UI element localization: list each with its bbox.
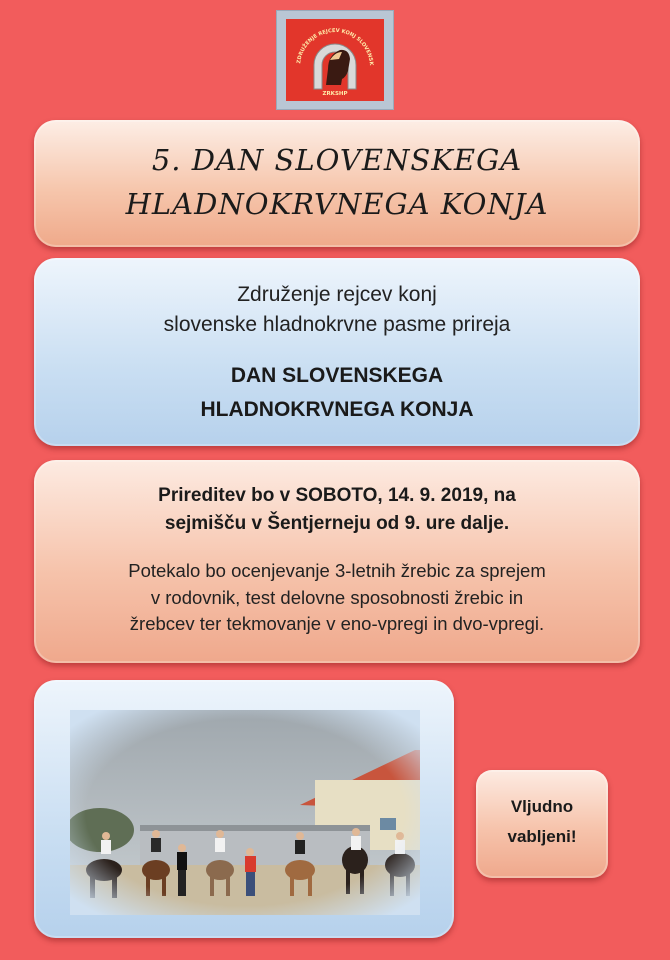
organizer-line-1: Združenje rejcev konj [237, 283, 437, 306]
photo-panel [34, 680, 454, 938]
title-line-1: 5. DAN SLOVENSKEGA [151, 143, 523, 177]
title-line-2: HLADNOKRVNEGA KONJA [125, 187, 549, 221]
horseshoe-horse-icon [286, 19, 384, 101]
association-logo [286, 19, 384, 101]
organizer-bold-line-2: HLADNOKRVNEGA KONJA [200, 398, 474, 421]
event-desc-line-2: v rodovnik, test delovne sposobnosti žrebic in [150, 586, 524, 608]
invite-line-2: vabljeni! [507, 827, 577, 846]
event-desc-line-3: žrebcev ter tekmovanje v eno-vpregi in dvo-vpregi. [129, 613, 545, 634]
event-location-line: sejmišču v Šentjerneju od 9. ure dalje. [164, 513, 510, 534]
organizer-panel [34, 258, 640, 446]
event-photo [70, 710, 420, 915]
logo-frame [276, 10, 394, 110]
event-date-line: Prireditev bo v SOBOTO, 14. 9. 2019, na [158, 485, 516, 506]
title-panel [34, 120, 640, 247]
invite-panel [476, 770, 608, 878]
horses-photo-illustration [70, 710, 420, 915]
organizer-bold-line-1: DAN SLOVENSKEGA [230, 364, 444, 387]
event-desc-line-1: Potekalo bo ocenjevanje 3-letnih žrebic za sprejem [128, 560, 546, 581]
logo-abbr: ZRKSHP [322, 91, 348, 97]
logo-ring-text: ZDRUŽENJE REJCEV KONJ SLOVENSK [296, 27, 375, 66]
organizer-line-2: slovenske hladnokrvne pasme prireja [163, 313, 511, 336]
event-panel [34, 460, 640, 663]
invite-line-1: Vljudno [510, 797, 574, 816]
